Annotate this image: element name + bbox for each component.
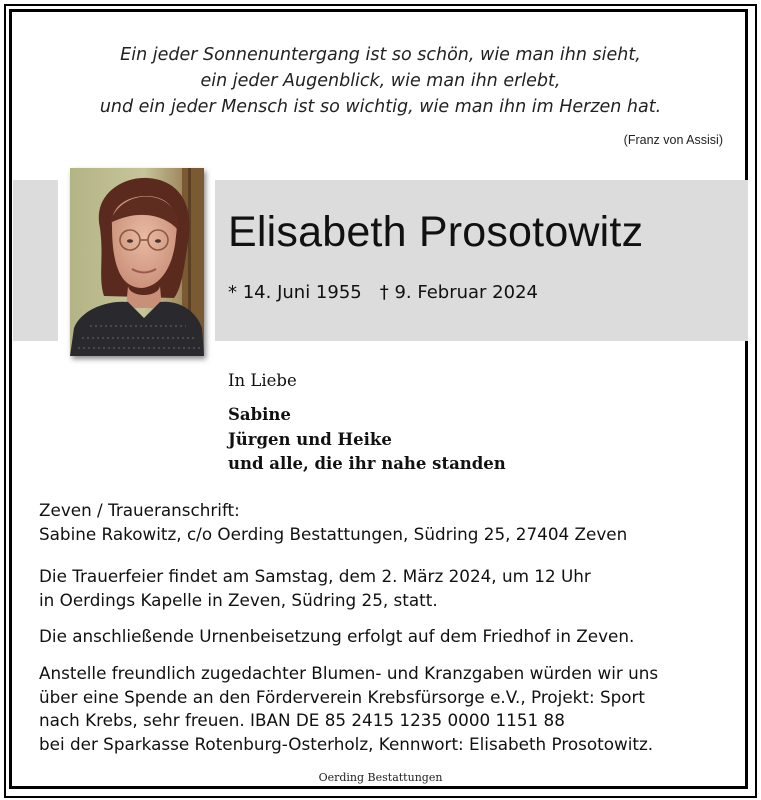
donation-line: bei der Sparkasse Rotenburg-Osterholz, Kennwort: Elisabeth Prosotowitz. <box>39 733 654 754</box>
ceremony-line: in Oerdings Kapelle in Zeven, Südring 25, statt. <box>39 589 438 610</box>
address-paragraph <box>39 499 729 546</box>
in-love-intro: In Liebe <box>228 371 297 390</box>
header-band-left <box>13 180 58 341</box>
mourner-name: und alle, die ihr nahe standen <box>228 454 506 473</box>
burial-paragraph <box>39 625 729 649</box>
donation-paragraph <box>39 662 729 756</box>
life-dates <box>228 282 538 303</box>
quote <box>0 42 761 120</box>
portrait-photo <box>70 168 204 356</box>
address-line: Sabine Rakowitz, c/o Oerding Bestattungen, Südring 25, 27404 Zeven <box>39 523 628 544</box>
undertaker-footer: Oerding Bestattungen <box>318 771 443 784</box>
death-date: † 9. Februar 2024 <box>379 282 538 303</box>
donation-line: Anstelle freundlich zugedachter Blumen- und Kranzgaben würden wir uns <box>39 663 659 683</box>
mourner-name: Sabine <box>228 405 291 424</box>
quote-line: Ein jeder Sonnenuntergang ist so schön, wie man ihn sieht, <box>120 45 641 65</box>
ceremony-paragraph <box>39 565 729 612</box>
address-line: Zeven / Traueranschrift: <box>39 500 240 520</box>
mourner-name: Jürgen und Heike <box>228 429 392 449</box>
deceased-name: Elisabeth Prosotowitz <box>228 208 644 256</box>
donation-line: nach Krebs, sehr freuen. IBAN DE 85 2415 1235 0000 1151 88 <box>39 710 565 730</box>
quote-line: und ein jeder Mensch ist so wichtig, wie man ihn im Herzen hat. <box>99 97 662 117</box>
ceremony-line: Die Trauerfeier findet am Samstag, dem 2. März 2024, um 12 Uhr <box>39 566 591 586</box>
mourners-list <box>228 403 506 477</box>
header-band-right <box>215 180 748 341</box>
quote-line: ein jeder Augenblick, wie man ihn erlebt, <box>200 71 561 91</box>
burial-line: Die anschließende Urnenbeisetzung erfolgt auf dem Friedhof in Zeven. <box>39 626 635 646</box>
quote-source: (Franz von Assisi) <box>623 133 723 147</box>
birth-date: * 14. Juni 1955 <box>228 282 362 303</box>
donation-line: über eine Spende an den Förderverein Krebsfürsorge e.V., Projekt: Sport <box>39 686 645 707</box>
